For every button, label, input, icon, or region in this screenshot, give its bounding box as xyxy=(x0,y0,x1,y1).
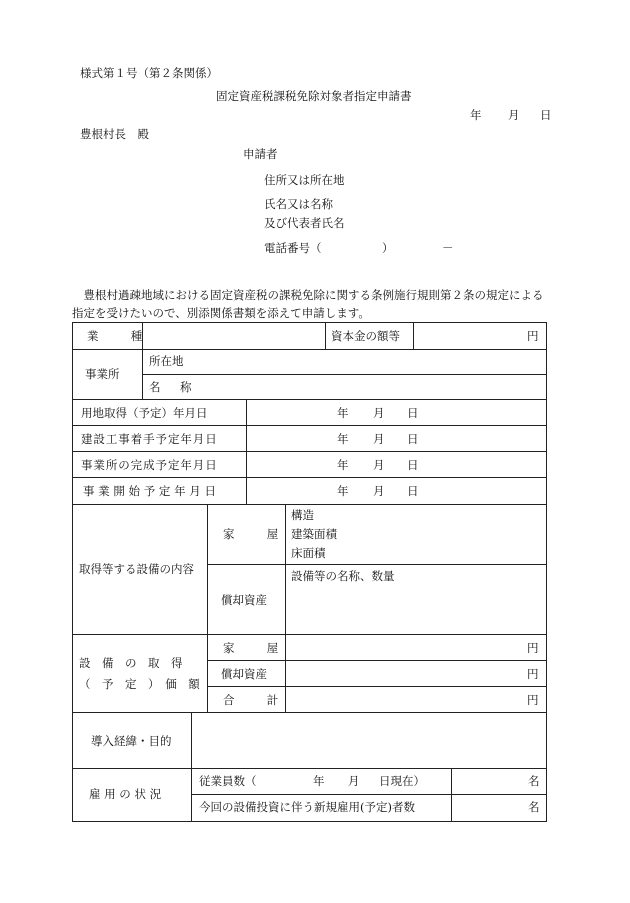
addressee: 豊根村長 殿 xyxy=(80,127,149,141)
background-purpose-label: 導入経緯・目的 xyxy=(91,734,172,748)
business-start-date-label: 事業開始予定年月日 xyxy=(83,484,220,498)
document-title: 固定資産税課税免除対象者指定申請書 xyxy=(216,89,412,103)
phone-dash: － xyxy=(442,241,454,255)
applicant-address-label: 住所又は所在地 xyxy=(264,173,345,187)
date-year: 年 xyxy=(470,108,482,122)
industry-label: 業 種 xyxy=(87,329,153,343)
price-house-yen: 円 xyxy=(527,641,539,655)
date-day: 日 xyxy=(540,108,552,122)
phone-close: ） xyxy=(382,241,394,255)
employees-label: 従業員数（ xyxy=(199,774,257,788)
start-month: 月 xyxy=(373,484,385,498)
employees-month: 月 xyxy=(348,774,360,788)
construction-month: 月 xyxy=(373,432,385,446)
office-label: 事業所 xyxy=(85,367,120,381)
capital-label: 資本金の額等 xyxy=(331,329,400,343)
completion-year: 年 xyxy=(337,458,349,472)
employees-as-of: 日現在） xyxy=(379,774,425,788)
land-year: 年 xyxy=(337,406,349,420)
new-hire-unit: 名 xyxy=(528,800,540,814)
price-house-label: 家 屋 xyxy=(223,641,289,655)
equipment-names-label: 設備等の名称、数量 xyxy=(291,569,395,583)
depreciable-assets-label: 償却資産 xyxy=(221,593,267,607)
employees-year: 年 xyxy=(313,774,325,788)
house-label: 家 屋 xyxy=(223,527,289,541)
price-total-label: 合 計 xyxy=(223,693,289,707)
office-location-label: 所在地 xyxy=(149,354,184,368)
date-month: 月 xyxy=(508,108,520,122)
application-form-table xyxy=(72,322,547,822)
completion-day: 日 xyxy=(407,458,419,472)
completion-date-label: 事業所の完成予定年月日 xyxy=(81,458,218,472)
completion-month: 月 xyxy=(373,458,385,472)
start-day: 日 xyxy=(407,484,419,498)
price-depreciable-yen: 円 xyxy=(527,667,539,681)
building-area-label: 建築面積 xyxy=(291,527,337,541)
new-hire-label: 今回の設備投資に伴う新規雇用(予定)者数 xyxy=(199,800,415,814)
applicant-label: 申請者 xyxy=(243,147,278,161)
applicant-name-label: 氏名又は名称 xyxy=(264,197,333,211)
floor-area-label: 床面積 xyxy=(291,546,326,560)
construction-start-date-label: 建設工事着手予定年月日 xyxy=(81,432,218,446)
structure-label: 構造 xyxy=(291,508,314,522)
office-name-label: 名 称 xyxy=(149,380,196,394)
phone-label: 電話番号（ xyxy=(264,241,322,255)
applicant-representative-label: 及び代表者氏名 xyxy=(264,216,345,230)
employees-unit: 名 xyxy=(528,774,540,788)
form-number: 様式第１号（第２条関係） xyxy=(80,66,218,80)
land-month: 月 xyxy=(373,406,385,420)
price-depreciable-label: 償却資産 xyxy=(221,667,267,681)
construction-day: 日 xyxy=(407,432,419,446)
acquisition-price-label-line1: 設 備 の 取 得 xyxy=(79,656,183,670)
price-total-yen: 円 xyxy=(527,693,539,707)
request-paragraph: 豊根村過疎地域における固定資産税の課税免除に関する条例施行規則第２条の規定による指定を受けたいので、別添関係書類を添えて申請します。 xyxy=(72,288,544,320)
acquisition-price-label-line2: （ 予 定 ） 価 額 xyxy=(79,677,200,691)
land-day: 日 xyxy=(407,406,419,420)
capital-yen-unit: 円 xyxy=(527,329,539,343)
employment-status-label: 雇 用 の 状 況 xyxy=(89,787,162,801)
equipment-content-label: 取得等する設備の内容 xyxy=(79,562,194,576)
start-year: 年 xyxy=(337,484,349,498)
land-acquisition-date-label: 用地取得（予定）年月日 xyxy=(81,406,208,420)
construction-year: 年 xyxy=(337,432,349,446)
